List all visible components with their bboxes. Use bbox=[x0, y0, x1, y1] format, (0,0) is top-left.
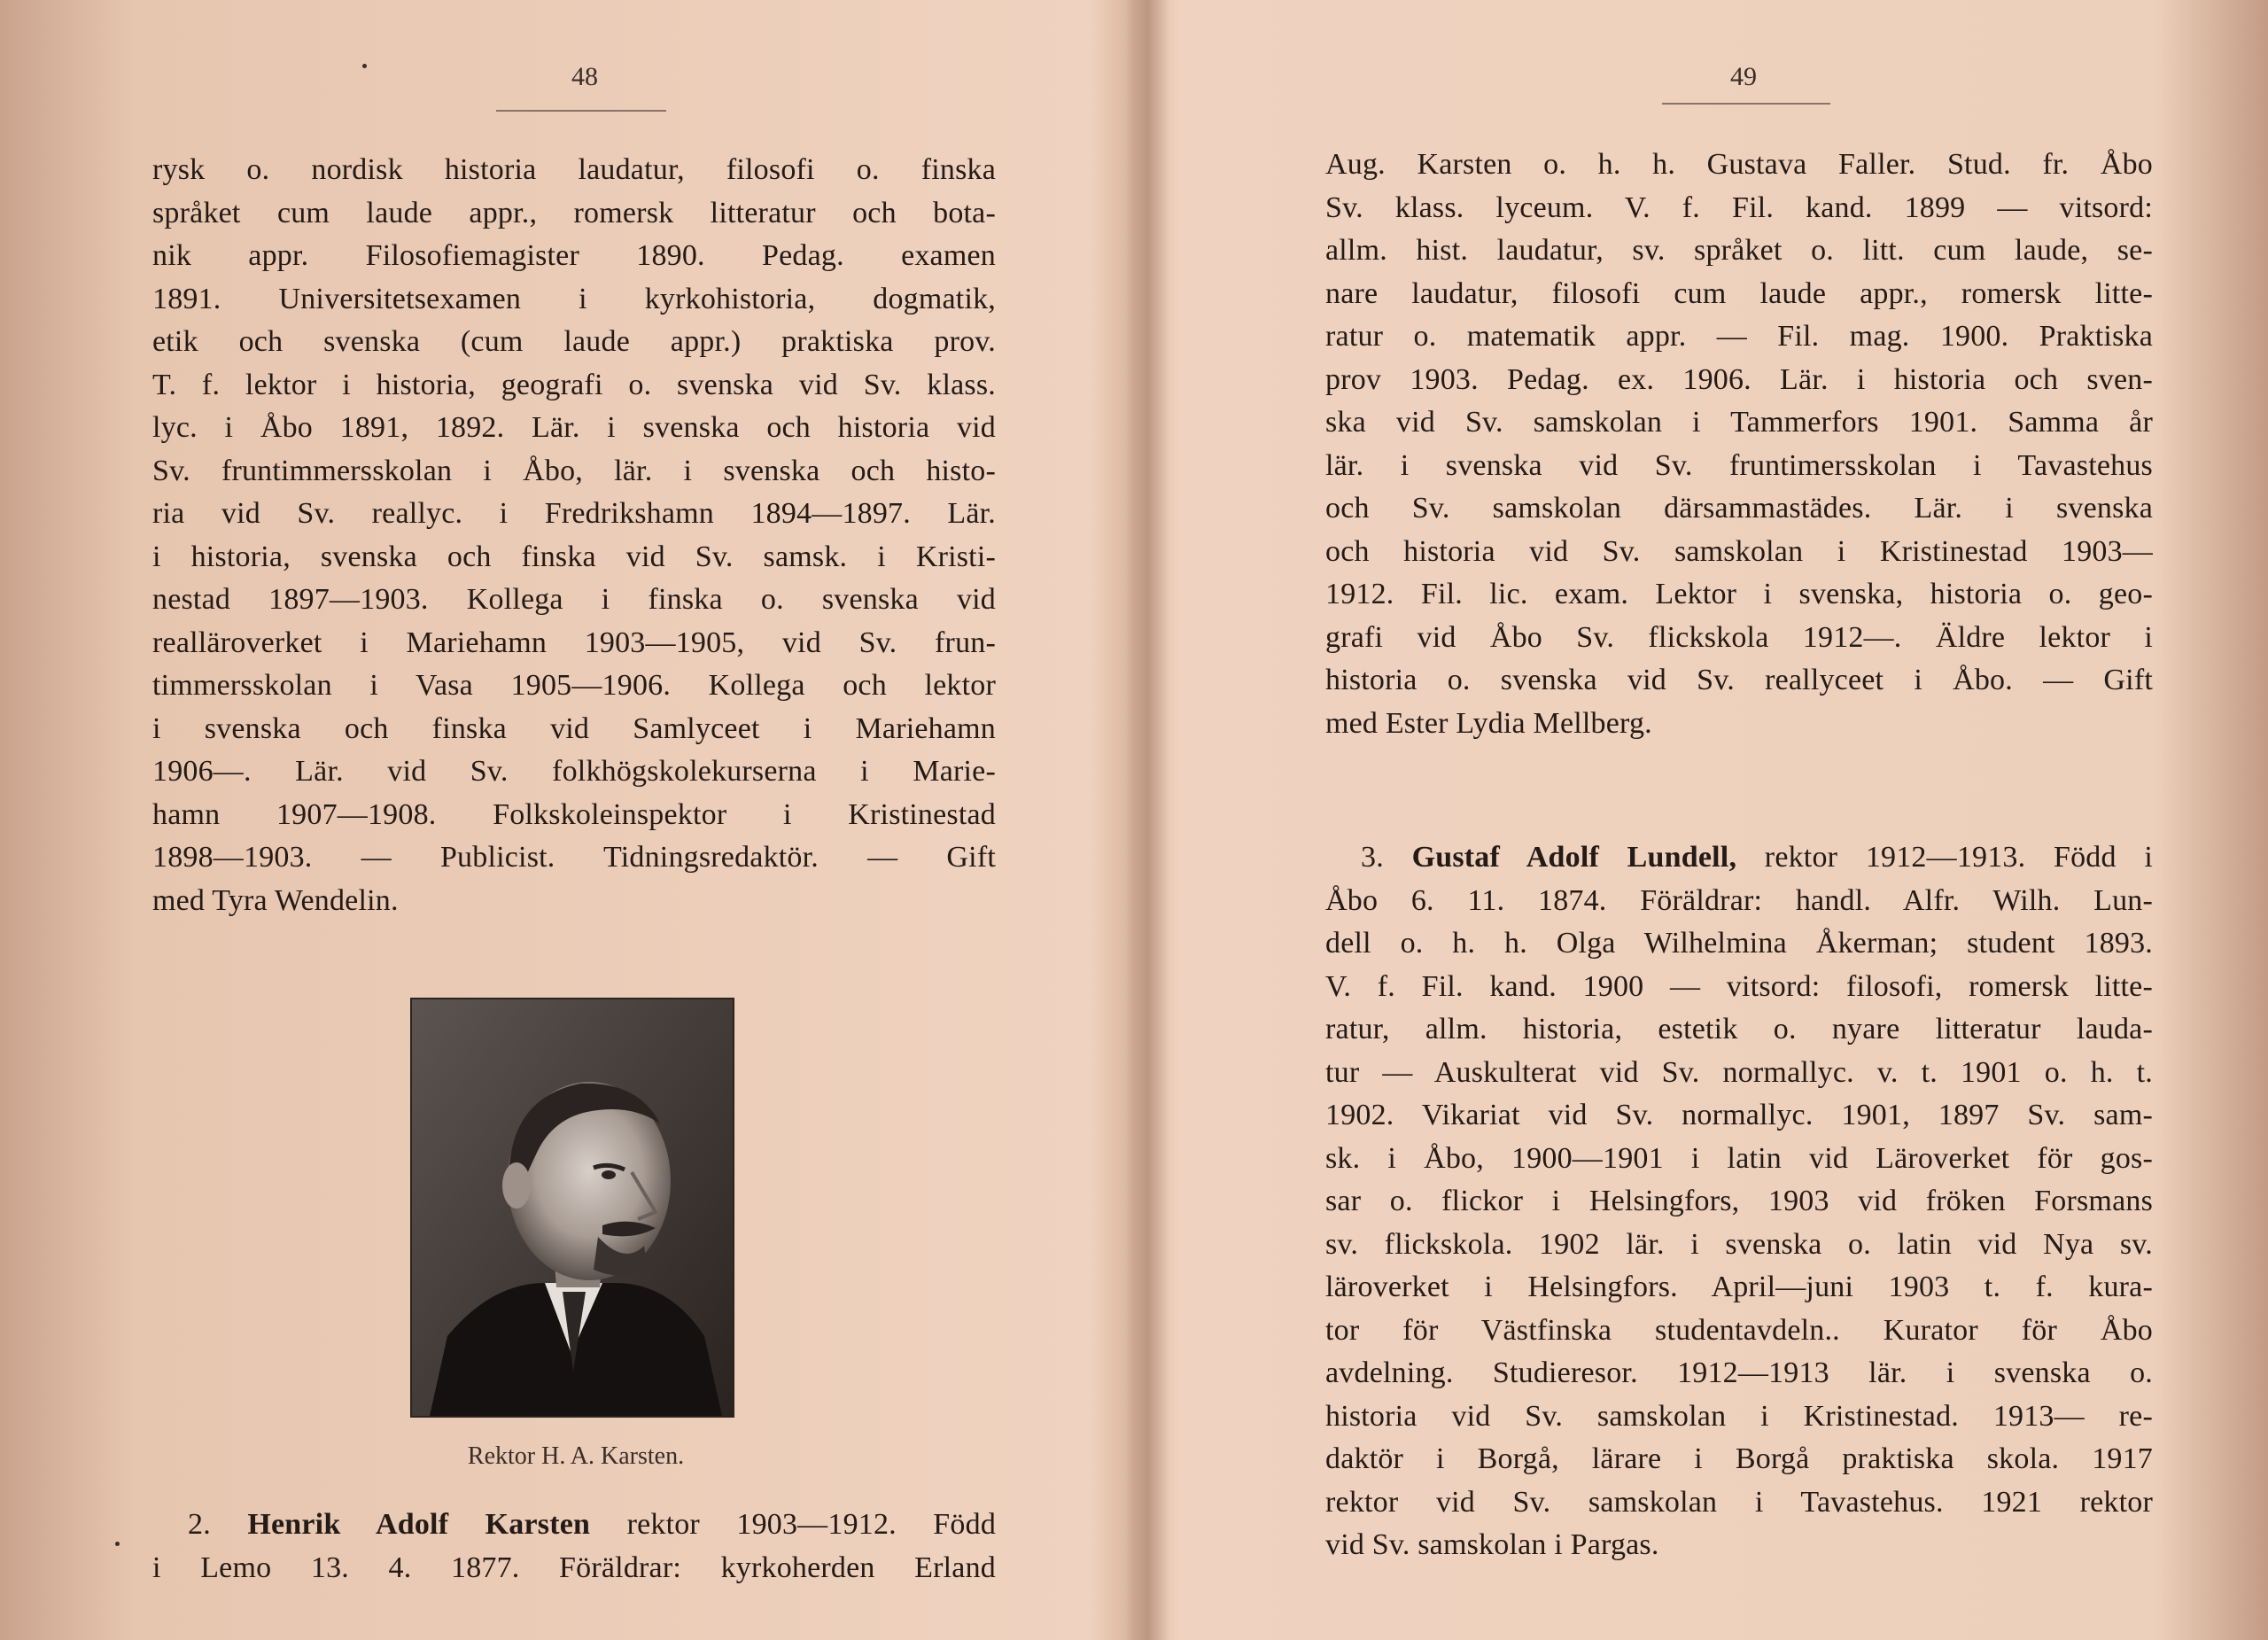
right-paragraph-line: ratur o. matematik appr. — Fil. mag. 1900. Praktiska bbox=[1325, 320, 2153, 353]
entry-2-heading bbox=[152, 1504, 996, 1589]
right-paragraph-line: och Sv. samskolan därsammastädes. Lär. i svenska bbox=[1325, 492, 2153, 525]
right-paragraph bbox=[1325, 144, 2153, 745]
entry-3-block bbox=[1325, 836, 2153, 1567]
right-paragraph-line: prov 1903. Pedag. ex. 1906. Lär. i historia och sven- bbox=[1325, 362, 2153, 396]
right-header-rule bbox=[1662, 103, 1830, 105]
right-page bbox=[1152, 0, 2268, 1640]
left-paragraph bbox=[152, 149, 996, 922]
portrait-image bbox=[412, 999, 733, 1416]
portrait-photo bbox=[412, 999, 733, 1416]
left-paragraph-line: nik appr. Filosofiemagister 1890. Pedag. examen bbox=[152, 239, 996, 272]
left-paragraph-line: i historia, svenska och finska vid Sv. samsk. i Kristi- bbox=[152, 540, 996, 573]
entry-3-line: Åbo 6. 11. 1874. Föräldrar: handl. Alfr. Wilh. Lun- bbox=[1325, 883, 2153, 917]
entry-3-number: 3. bbox=[1361, 841, 1384, 874]
right-paragraph-line: med Ester Lydia Mellberg. bbox=[1325, 706, 1652, 740]
print-speck bbox=[115, 1542, 120, 1546]
left-paragraph-line: 1906—. Lär. vid Sv. folkhögskolekurserna i Marie- bbox=[152, 755, 996, 788]
right-paragraph-line: och historia vid Sv. samskolan i Kristinestad 1903— bbox=[1325, 534, 2153, 568]
photo-caption: Rektor H. A. Karsten. bbox=[467, 1442, 685, 1470]
left-paragraph-line: 1891. Universitetsexamen i kyrkohistoria, dogmatik, bbox=[152, 282, 996, 315]
entry-2-line-2: i Lemo 13. 4. 1877. Föräldrar: kyrkoherden Erland bbox=[152, 1551, 996, 1584]
entry-3-line: ratur, allm. historia, estetik o. nyare litteratur lauda- bbox=[1325, 1013, 2153, 1045]
left-paragraph-line: 1898—1903. — Publicist. Tidningsredaktör. — Gift bbox=[152, 841, 996, 874]
entry-3-line: tor för Västfinska studentavdeln.. Kurator för Åbo bbox=[1325, 1313, 2153, 1347]
left-paragraph-line: hamn 1907—1908. Folkskoleinspektor i Kristinestad bbox=[152, 797, 996, 831]
entry-3-line: sk. i Åbo, 1900—1901 i latin vid Läroverket för gos- bbox=[1325, 1141, 2153, 1175]
right-paragraph-line: Sv. klass. lyceum. V. f. Fil. kand. 1899 — vitsord: bbox=[1325, 190, 2153, 224]
left-header-rule bbox=[496, 110, 666, 112]
right-paragraph-line: nare laudatur, filosofi cum laude appr., romersk litte- bbox=[1325, 276, 2153, 310]
left-paragraph-line: timmersskolan i Vasa 1905—1906. Kollega och lektor bbox=[152, 669, 996, 702]
entry-2-line-1-rest: rektor 1903—1912. Född bbox=[626, 1508, 997, 1541]
entry-3-line: rektor vid Sv. samskolan i Tavastehus. 1921 rektor bbox=[1325, 1485, 2153, 1519]
entry-3-line: 1902. Vikariat vid Sv. normallyc. 1901, 1897 Sv. sam- bbox=[1325, 1099, 2153, 1131]
entry-3-line: läroverket i Helsingfors. April—juni 1903 t. f. kura- bbox=[1325, 1271, 2153, 1303]
entry-3-line: historia vid Sv. samskolan i Kristinestad. 1913— re- bbox=[1325, 1399, 2153, 1433]
left-paragraph-line: rysk o. nordisk historia laudatur, filosofi o. finska bbox=[152, 153, 996, 186]
entry-3-line: daktör i Borgå, lärare i Borgå praktiska skola. 1917 bbox=[1325, 1442, 2153, 1475]
left-paragraph-line: etik och svenska (cum laude appr.) praktiska prov. bbox=[152, 325, 996, 358]
entry-3-name: Gustaf Adolf Lundell, bbox=[1411, 841, 1737, 874]
entry-3-line: V. f. Fil. kand. 1900 — vitsord: filosofi, romersk litte- bbox=[1325, 969, 2153, 1003]
left-paragraph-line: T. f. lektor i historia, geografi o. svenska vid Sv. klass. bbox=[152, 368, 996, 401]
right-paragraph-line: grafi vid Åbo Sv. flickskola 1912—. Äldre lektor i bbox=[1325, 620, 2153, 654]
left-paragraph-line: nestad 1897—1903. Kollega i finska o. svenska vid bbox=[152, 583, 996, 616]
right-paragraph-line: Aug. Karsten o. h. h. Gustava Faller. Stud. fr. Åbo bbox=[1325, 148, 2153, 181]
left-paragraph-line: i svenska och finska vid Samlyceet i Mariehamn bbox=[152, 711, 996, 745]
left-paragraph-line: ria vid Sv. reallyc. i Fredrikshamn 1894—1897. Lär. bbox=[152, 497, 996, 530]
entry-3-line: sv. flickskola. 1902 lär. i svenska o. latin vid Nya sv. bbox=[1325, 1227, 2153, 1261]
left-paragraph-line: lyc. i Åbo 1891, 1892. Lär. i svenska och historia vid bbox=[152, 411, 996, 444]
print-speck bbox=[362, 64, 367, 68]
right-paragraph-line: historia o. svenska vid Sv. reallyceet i Åbo. — Gift bbox=[1325, 664, 2153, 696]
right-paragraph-line: lär. i svenska vid Sv. fruntimersskolan i Tavastehus bbox=[1325, 448, 2153, 482]
right-paragraph-line: allm. hist. laudatur, sv. språket o. litt. cum laude, se- bbox=[1325, 234, 2153, 267]
entry-2-number: 2. bbox=[188, 1508, 211, 1541]
right-paragraph-line: 1912. Fil. lic. exam. Lektor i svenska, historia o. geo- bbox=[1325, 578, 2153, 610]
entry-3-line: vid Sv. samskolan i Pargas. bbox=[1325, 1528, 1659, 1561]
left-paragraph-line: Sv. fruntimmersskolan i Åbo, lär. i svenska och histo- bbox=[152, 454, 996, 487]
right-page-number: 49 bbox=[1730, 62, 1757, 91]
left-paragraph-line: realläroverket i Mariehamn 1903—1905, vid Sv. frun- bbox=[152, 626, 996, 659]
entry-2-line-1 bbox=[152, 1504, 996, 1547]
entry-3-line-1-rest: rektor 1912—1913. Född i bbox=[1764, 841, 2153, 874]
left-paragraph-line: med Tyra Wendelin. bbox=[152, 883, 399, 917]
entry-2-name: Henrik Adolf Karsten bbox=[247, 1508, 591, 1541]
left-paragraph-line: språket cum laude appr., romersk litteratur och bota- bbox=[152, 196, 996, 229]
entry-3-line: tur — Auskulterat vid Sv. normallyc. v. t. 1901 o. h. t. bbox=[1325, 1055, 2153, 1089]
left-page-number: 48 bbox=[571, 62, 598, 91]
right-paragraph-line: ska vid Sv. samskolan i Tammerfors 1901. Samma år bbox=[1325, 406, 2153, 439]
entry-3-line-1 bbox=[1325, 836, 2153, 880]
entry-3-line: avdelning. Studieresor. 1912—1913 lär. i svenska o. bbox=[1325, 1356, 2153, 1389]
entry-3-line: sar o. flickor i Helsingfors, 1903 vid fröken Forsmans bbox=[1325, 1185, 2153, 1217]
entry-3-line: dell o. h. h. Olga Wilhelmina Åkerman; student 1893. bbox=[1325, 927, 2153, 960]
